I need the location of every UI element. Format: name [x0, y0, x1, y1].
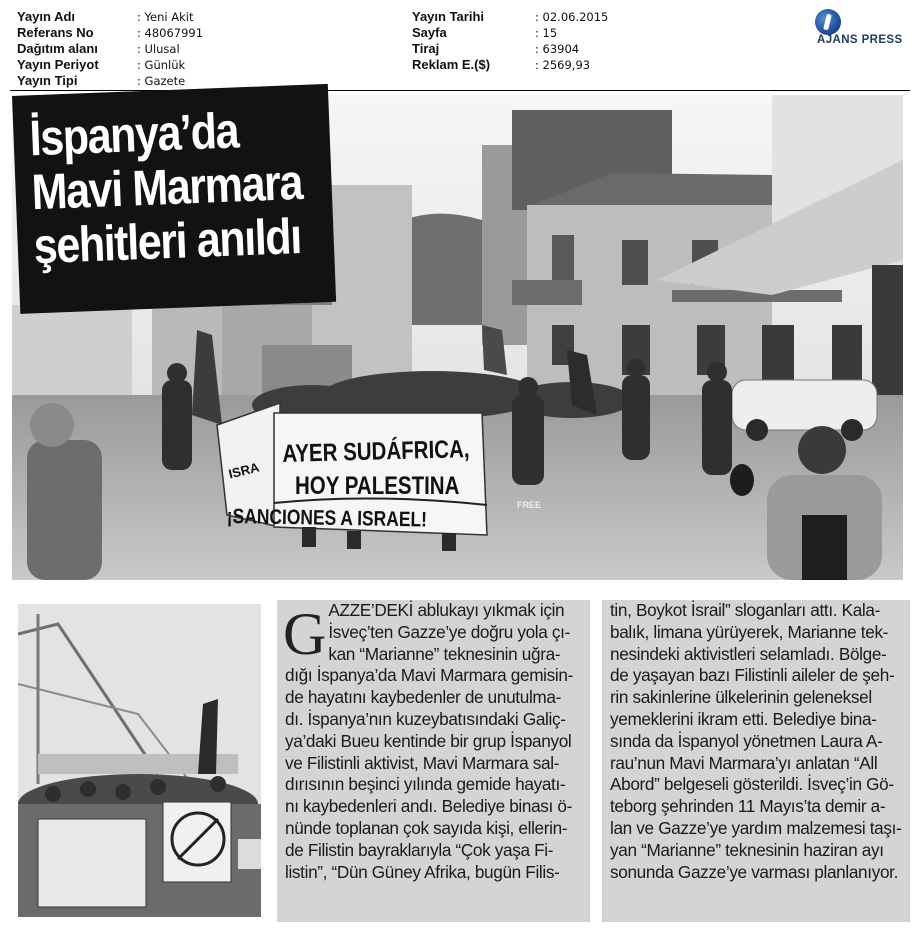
meta-label: Sayfa: [412, 25, 447, 40]
article-line: yemeklerini ikram etti. Belediye bina-: [610, 708, 877, 729]
article-line: rin sakinlerine ülkelerinin geleneksel: [610, 687, 872, 708]
article-line: nesindeki aktivistleri selamladı. Bölge-: [610, 643, 887, 664]
article-line: nünde toplanan çok sayıda kişi, ellerin-: [285, 817, 568, 838]
logo-mark-icon: [815, 9, 841, 35]
article-line: de yaşayan bazı Filistinli aileler de şeh-: [610, 665, 895, 686]
secondary-photo: [18, 604, 261, 917]
article-line: ve Filistinli aktivist, Mavi Marmara sal-: [285, 752, 560, 773]
article-line: yan “Marianne” teknesinin haziran ayı: [610, 839, 884, 860]
article-line: de Filistin bayraklarıyla “Çok yaşa Fi-: [285, 839, 554, 860]
banner-line-1: AYER SUDÁFRICA,: [282, 435, 470, 468]
meta-label: Tiraj: [412, 41, 440, 56]
meta-row: [412, 9, 608, 25]
article-line: kan “Marianne” teknesinin uğra-: [328, 643, 561, 664]
article-line: rau’nun Mavi Marmara’yı anlatan “All: [610, 752, 878, 773]
article-line: İsveç’ten Gazze’ye doğru yola çı-: [328, 621, 570, 642]
article-line: nı kaybedenleri andı. Belediye binası ö-: [285, 796, 572, 817]
harbor-rally-photo: [18, 604, 261, 917]
meta-value: : Yeni Akit: [137, 10, 194, 24]
article-line: sında da İspanyol yönetmen Laura A-: [610, 730, 883, 751]
meta-value: : Günlük: [137, 58, 186, 72]
headline-line: İspanya’da: [28, 102, 240, 167]
meta-row: [412, 25, 608, 41]
article-column-2: [602, 600, 910, 922]
meta-value: : 63904: [535, 42, 580, 56]
headline: [28, 101, 303, 275]
meta-label: Yayın Tipi: [17, 73, 78, 88]
article-line: dı. İspanya’nın kuzeybatısındaki Galiç-: [285, 708, 566, 729]
article-line: tin, Boykot İsrail” sloganları attı. Kala-: [610, 600, 880, 620]
article-line: dırısının beşinci yılında gemide hayatı-: [285, 774, 566, 795]
publication-info-left: [17, 9, 203, 89]
meta-row: [412, 41, 608, 57]
meta-value: : 15: [535, 26, 558, 40]
article-line: sonunda Gazze’ye varması planlanıyor.: [610, 861, 898, 882]
article-line: balık, limana yürüyerek, Marianne tek-: [610, 621, 889, 642]
meta-label: Yayın Periyot: [17, 57, 99, 72]
meta-value: : Ulusal: [137, 42, 180, 56]
meta-value: : Gazete: [137, 74, 186, 88]
article-column-1: [277, 600, 590, 922]
article-line: teborg şehrinden 11 Mayıs’ta demir a-: [610, 796, 886, 817]
meta-label: Yayın Adı: [17, 9, 76, 24]
headline-line: şehitleri anıldı: [32, 208, 302, 275]
article-line: AZZE’DEKİ ablukayı yıkmak için: [328, 600, 565, 620]
meta-row: [412, 57, 608, 73]
shirt-text: FREE: [517, 500, 542, 510]
headline-line: Mavi Marmara: [30, 153, 303, 221]
meta-row: [17, 9, 203, 25]
article-line: de hayatını kaybedenler de unutulma-: [285, 687, 561, 708]
headline-box: [12, 84, 336, 314]
logo-text: AJANS PRESS: [817, 34, 903, 46]
meta-label: Yayın Tarihi: [412, 9, 485, 24]
banner-line-3: ¡SANCIONES A ISRAEL!: [226, 505, 428, 532]
meta-label: Dağıtım alanı: [17, 41, 98, 56]
meta-row: [17, 25, 203, 41]
banner-side-text: ISRA: [227, 459, 261, 482]
publication-info-right: [412, 9, 608, 73]
article-line: listin”, “Dün Güney Afrika, bugün Filis-: [285, 861, 560, 882]
meta-label: Referans No: [17, 25, 94, 40]
meta-value: : 48067991: [137, 26, 204, 40]
meta-value: : 02.06.2015: [535, 10, 609, 24]
article-line: ya’daki Bueu kentinde bir grup İspanyol: [285, 730, 572, 751]
ajans-press-logo: [812, 9, 912, 49]
article-line: Abord” belgeseli gösterildi. İsveç’in Gö-: [610, 774, 894, 795]
meta-row: [17, 73, 203, 89]
meta-row: [17, 57, 203, 73]
meta-row: [17, 41, 203, 57]
article-line: dığı İspanya’da Mavi Marmara gemisin-: [285, 665, 573, 686]
article-line: lan ve Gazze’ye yardım malzemesi taşı-: [610, 817, 902, 838]
meta-value: : 2569,93: [535, 58, 591, 72]
meta-label: Reklam E.($): [412, 57, 491, 72]
article-intro-lines: [285, 600, 582, 665]
banner-line-2: HOY PALESTINA: [295, 472, 460, 500]
article-dropcap: G: [283, 601, 327, 667]
